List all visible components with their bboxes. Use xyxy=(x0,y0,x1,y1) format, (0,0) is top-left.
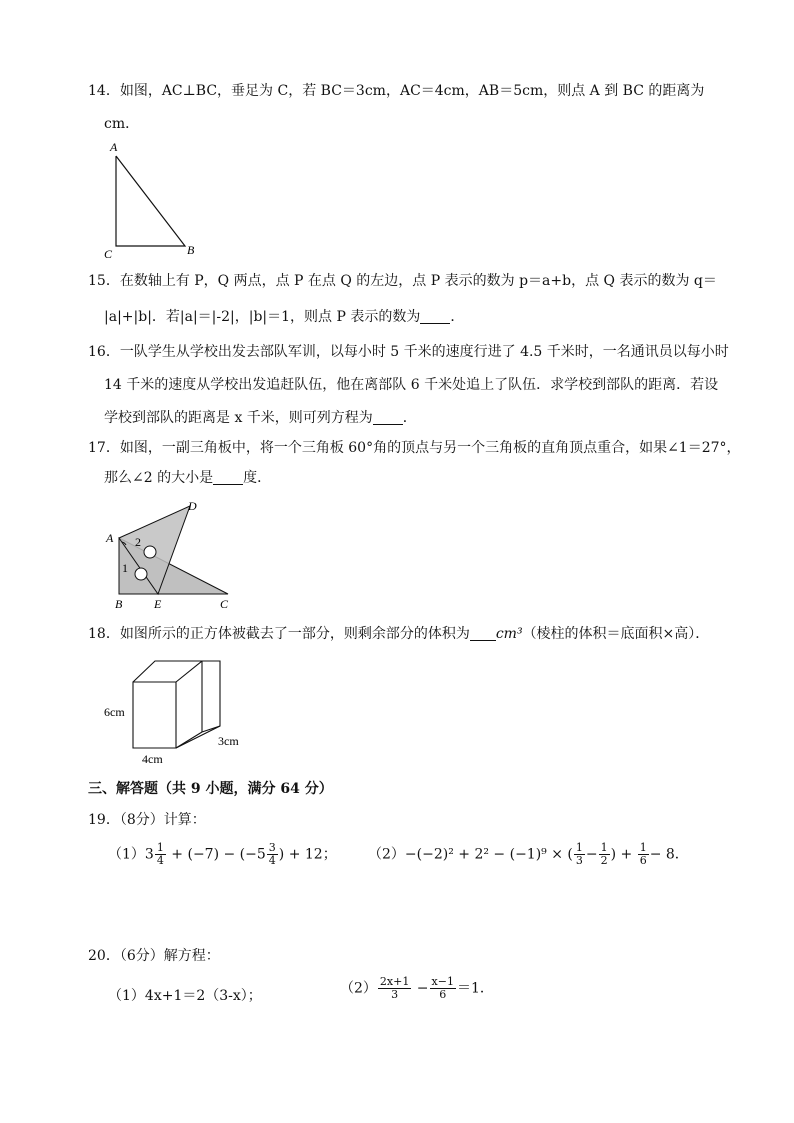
q17-angle-2-marker xyxy=(144,546,156,558)
q17-label-E: E xyxy=(154,597,162,611)
q15-text-line1: 15．在数轴上有 P，Q 两点，点 P 在点 Q 的左边，点 P 表示的数为 p＝a+b，点 Q 表示的数为 q＝ xyxy=(88,273,717,289)
q16-text-line2: 14 千米的速度从学校出发追赶队伍，他在离部队 6 千米处追上了队伍．求学校到部队的距离．若设 xyxy=(104,377,719,393)
q17-angle-1-marker xyxy=(135,568,147,580)
q17-triangles-figure xyxy=(100,494,250,614)
q14-text-line1: 14．如图，AC⊥BC，垂足为 C，若 BC＝3cm，AC＝4cm，AB＝5cm，则点 A 到 BC 的距离为 xyxy=(88,83,705,99)
q20-title: 20．（6分）解方程： xyxy=(88,948,220,964)
q14-triangle xyxy=(116,156,185,246)
q20-part2: （2） $\frac{2x+1}{3}$ − $\frac{x-1}{6}$ ＝1． xyxy=(340,975,494,1001)
q17-label-A: A xyxy=(106,531,114,545)
q17-answer-blank xyxy=(213,470,243,485)
q19-part1: （1）3 $\frac{1}{4}$ + (−7) − (−5 $\frac{3}{4}$ ) + 12； xyxy=(108,841,337,867)
q17-label-B: B xyxy=(115,597,123,611)
q17-label-1: 1 xyxy=(122,561,128,575)
q16-text-line1: 16．一队学生从学校出发去部队军训，以每小时 5 千米的速度行进了 4.5 千米时，一名通讯员以每小时 xyxy=(88,344,729,360)
q17-text-line1: 17．如图，一副三角板中，将一个三角板 60°角的顶点与另一个三角板的直角顶点重合，如果∠1＝27°， xyxy=(88,440,741,456)
q17-text-line2: 那么∠2 的大小是 度． xyxy=(104,470,272,486)
q18-label-depth: 3cm xyxy=(218,734,239,748)
q17-label-D: D xyxy=(188,499,197,513)
q16-answer-blank xyxy=(373,410,403,425)
q18-label-height: 6cm xyxy=(104,705,125,719)
q14-label-C: C xyxy=(104,247,113,260)
section-3-heading: 三、解答题（共 9 小题，满分 64 分） xyxy=(88,781,333,797)
q15-text-line2: |a|+|b|．若|a|＝|-2|，|b|＝1，则点 P 表示的数为 ． xyxy=(104,309,465,325)
q14-text-line2 xyxy=(104,115,139,133)
q15-answer-blank xyxy=(420,309,450,324)
q19-part2: （2）−(−2)² + 2² − (−1)⁹ × ( $\frac{1}{3}$ − $\frac{1}{2}$ ) + $\frac{1}{6}$ − 8． xyxy=(368,841,689,867)
q18-cube-figure xyxy=(100,652,260,768)
q20-part1: （1）4x+1＝2（3-x）； xyxy=(108,988,262,1004)
q18-answer-blank xyxy=(470,626,496,641)
q14-unit: cm． xyxy=(104,116,140,132)
q18-bottom-edge-2 xyxy=(176,732,202,748)
q18-front-face xyxy=(133,682,176,748)
q19-title: 19．（8分）计算： xyxy=(88,812,206,828)
q14-triangle-figure xyxy=(100,138,210,260)
q18-top-face xyxy=(133,661,202,682)
q18-label-width: 4cm xyxy=(142,752,163,766)
q16-text-line3: 学校到部队的距离是 x 千米，则可列方程为 ． xyxy=(104,410,417,426)
q17-label-2: 2 xyxy=(135,535,141,549)
q18-text: 18．如图所示的正方体被截去了一部分，则剩余部分的体积为 cm³（棱柱的体积＝底面积×高）． xyxy=(88,626,710,642)
q17-label-C: C xyxy=(220,597,229,611)
q18-unit: cm³ xyxy=(495,626,523,642)
q14-label-A: A xyxy=(110,140,118,154)
q14-label-B: B xyxy=(187,243,195,257)
